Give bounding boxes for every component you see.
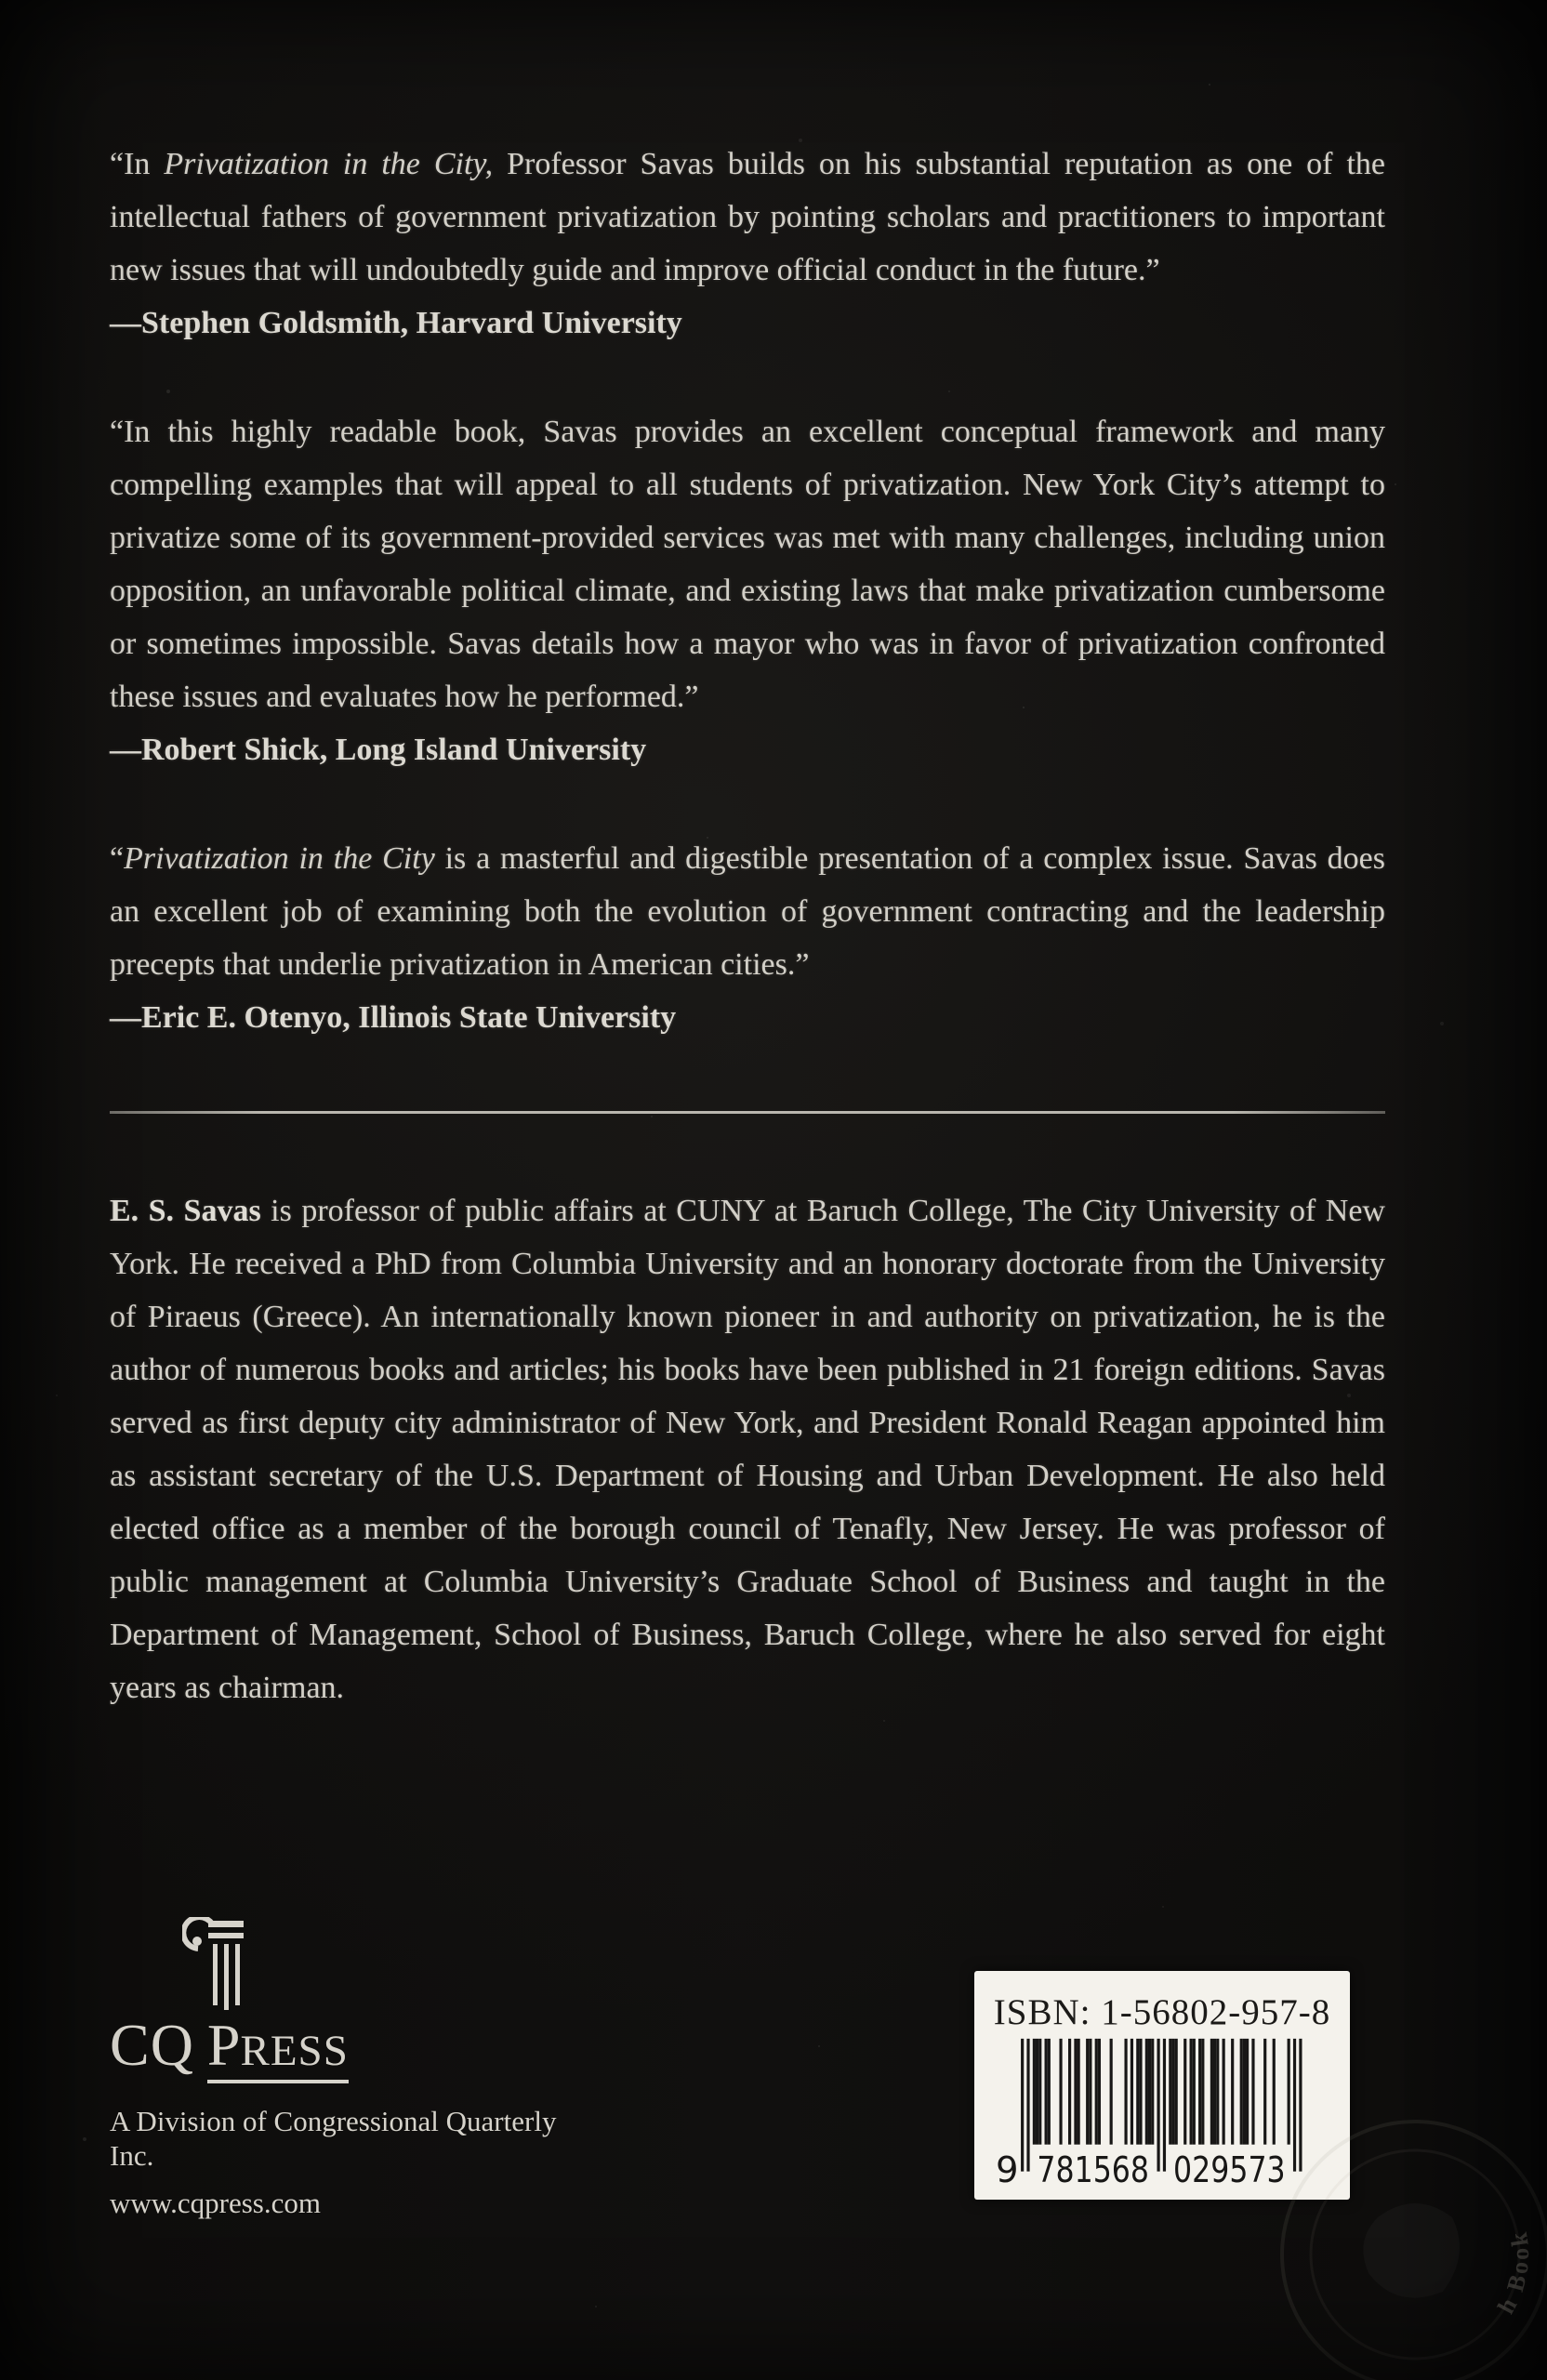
text-segment: Professor Savas builds on his substantial reputation as one of the intellectual fathers of government privatization by pointing scholars and practitioners to important new issues that will undoubtedly guide and improve official conduct in the future.”	[110, 147, 1385, 287]
text-segment: is a masterful and digestible presentation of a complex issue. Savas does an excellent job of examining both the evolution of government contracting and the leadership precepts that underlie privatization in American cities.”	[110, 841, 1385, 982]
divider-line	[110, 1111, 1385, 1114]
quote-text	[110, 832, 1385, 991]
testimonial-quote-3	[110, 832, 1385, 1044]
cq-press-column-logo-icon	[182, 1917, 244, 2014]
publisher-division: A Division of Congressional Quarterly Inc.	[110, 2105, 557, 2173]
isbn-label: ISBN: 1-56802-957-8	[993, 1992, 1331, 2032]
stamp-text: h Book	[1491, 2228, 1535, 2319]
isbn-box	[974, 1971, 1350, 2200]
publisher-block	[110, 1917, 593, 2221]
quote-attribution: —Stephen Goldsmith, Harvard University	[110, 306, 682, 340]
testimonial-quote-2	[110, 405, 1385, 776]
text-segment: E. S. Savas	[110, 1194, 261, 1228]
text-segment: is professor of public affairs at CUNY at Baruch College, The City University of New York. He received a PhD from Columbia University and an honorary doctorate from the University of Piraeus (Greece). An internationally known pioneer in and authority on privatization, he is the author of numerous books and articles; his books have been published in 21 foreign editions. Savas served as first deputy city administrator of New York, and President Ronald Reagan appointed him as assistant secretary of the U.S. Department of Housing and Urban Development. He also held elected office as a member of the borough council of Tenafly, New Jersey. He was professor of public management at Columbia University’s Graduate School of Business and taught in the Department of Management, School of Business, Baruch College, where he also served for eight years as chairman.	[110, 1194, 1385, 1705]
cover-content	[110, 138, 1385, 1714]
barcode-svg	[994, 2035, 1330, 2188]
barcode	[974, 2035, 1350, 2192]
quote-attribution: —Eric E. Otenyo, Illinois State University	[110, 1000, 677, 1035]
text-segment: “In	[110, 147, 165, 181]
text-segment: “	[110, 841, 125, 876]
publisher-name-ress: RESS	[240, 2027, 349, 2075]
svg-text:029573: 029573	[1173, 2149, 1286, 2188]
publisher-name-p: P	[206, 2012, 241, 2078]
publisher-name	[110, 2012, 593, 2083]
publisher-name-cq: CQ	[110, 2012, 194, 2078]
svg-text:h Book	[1492, 2228, 1534, 2318]
quote-attribution: —Robert Shick, Long Island University	[110, 733, 647, 767]
quote-text	[110, 405, 1385, 723]
publisher-name-press	[206, 2012, 349, 2083]
text-segment: Privatization in the City,	[164, 147, 494, 181]
author-bio	[110, 1184, 1385, 1714]
text-segment: Privatization in the City	[124, 841, 435, 876]
paper-noise	[0, 0, 2, 2]
quote-text	[110, 138, 1385, 297]
testimonial-quote-1	[110, 138, 1385, 350]
publisher-url: www.cqpress.com	[110, 2187, 321, 2220]
svg-text:781568: 781568	[1037, 2149, 1150, 2188]
svg-text:9: 9	[996, 2149, 1019, 2188]
text-segment: “In this highly readable book, Savas provides an excellent conceptual framework and many compelling examples that will appeal to all students of privatization. New York City’s attempt to privatize some of its government-provided services was met with many challenges, including union opposition, an unfavorable political climate, and existing laws that make privatization cumbersome or sometimes impossible. Savas details how a mayor who was in favor of privatization confronted these issues and evaluates how he performed.”	[110, 415, 1385, 714]
